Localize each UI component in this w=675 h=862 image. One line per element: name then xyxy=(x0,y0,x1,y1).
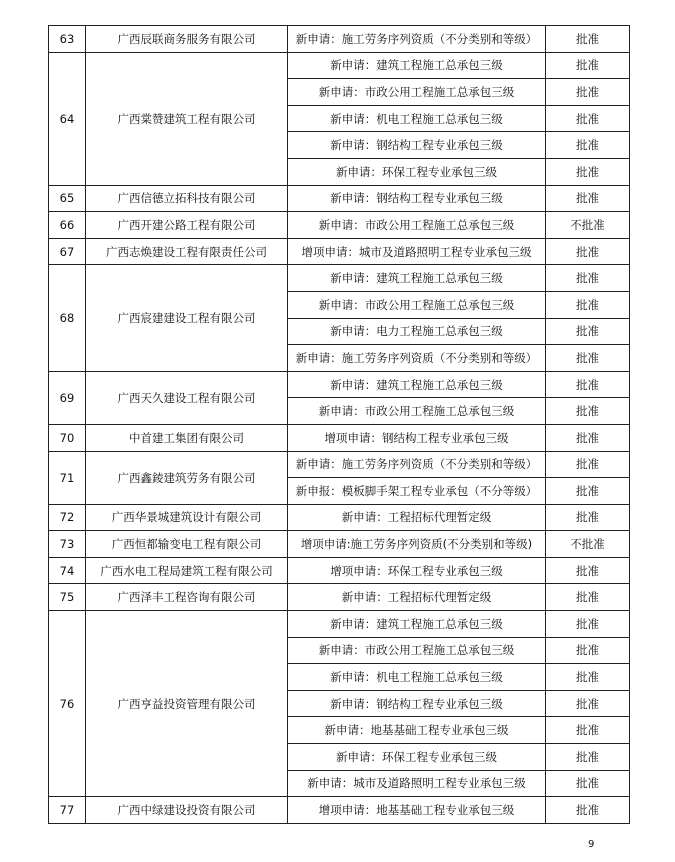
application-item-cell: 新申请：电力工程施工总承包三级 xyxy=(288,318,546,345)
application-item-cell: 增项申请：环保工程专业承包三级 xyxy=(288,557,546,584)
application-item-cell: 新申请：钢结构工程专业承包三级 xyxy=(288,185,546,212)
approval-result-cell: 不批准 xyxy=(546,531,630,558)
table-row xyxy=(49,212,630,239)
application-item-cell: 新申请：地基基础工程专业承包三级 xyxy=(288,717,546,744)
approval-result-cell: 批准 xyxy=(546,424,630,451)
application-item-cell: 新申请：建筑工程施工总承包三级 xyxy=(288,52,546,79)
approval-result-cell: 批准 xyxy=(546,265,630,292)
approval-result-cell: 批准 xyxy=(546,398,630,425)
approval-result-cell: 批准 xyxy=(546,345,630,372)
table-row xyxy=(49,26,630,53)
application-item-cell: 增项申请：地基基础工程专业承包三级 xyxy=(288,797,546,824)
application-item-cell: 新申请：施工劳务序列资质（不分类别和等级） xyxy=(288,345,546,372)
table-row xyxy=(49,611,630,638)
approval-result-cell: 批准 xyxy=(546,79,630,106)
row-number-cell: 73 xyxy=(49,531,86,558)
application-item-cell: 新申请：工程招标代理暂定级 xyxy=(288,504,546,531)
row-number-cell: 77 xyxy=(49,797,86,824)
application-item-cell: 新申请：市政公用工程施工总承包三级 xyxy=(288,637,546,664)
table-row xyxy=(49,52,630,79)
application-item-cell: 增项申请:施工劳务序列资质(不分类别和等级) xyxy=(288,531,546,558)
row-number-cell: 72 xyxy=(49,504,86,531)
approval-result-cell: 批准 xyxy=(546,744,630,771)
company-name-cell: 广西华景城建筑设计有限公司 xyxy=(86,504,288,531)
application-item-cell: 新申请：环保工程专业承包三级 xyxy=(288,744,546,771)
application-item-cell: 新申请：机电工程施工总承包三级 xyxy=(288,664,546,691)
table-row xyxy=(49,531,630,558)
row-number-cell: 66 xyxy=(49,212,86,239)
company-name-cell: 广西信德立拓科技有限公司 xyxy=(86,185,288,212)
table-row xyxy=(49,584,630,611)
company-name-cell: 广西辰联商务服务有限公司 xyxy=(86,26,288,53)
application-item-cell: 新申请：市政公用工程施工总承包三级 xyxy=(288,398,546,425)
company-name-cell: 广西中绿建设投资有限公司 xyxy=(86,797,288,824)
company-name-cell: 广西志焕建设工程有限责任公司 xyxy=(86,238,288,265)
company-name-cell: 广西宸建建设工程有限公司 xyxy=(86,265,288,371)
row-number-cell: 65 xyxy=(49,185,86,212)
row-number-cell: 76 xyxy=(49,611,86,797)
table-row xyxy=(49,451,630,478)
row-number-cell: 75 xyxy=(49,584,86,611)
company-name-cell: 广西亨益投资管理有限公司 xyxy=(86,611,288,797)
application-item-cell: 新申请：建筑工程施工总承包三级 xyxy=(288,371,546,398)
approval-result-cell: 批准 xyxy=(546,158,630,185)
approval-result-cell: 批准 xyxy=(546,478,630,505)
page-number: 9 xyxy=(588,839,595,850)
company-name-cell: 广西泽丰工程咨询有限公司 xyxy=(86,584,288,611)
qualification-approval-table xyxy=(48,25,630,824)
approval-result-cell: 批准 xyxy=(546,371,630,398)
approval-result-cell: 批准 xyxy=(546,105,630,132)
company-name-cell: 广西恒都输变电工程有限公司 xyxy=(86,531,288,558)
table-row xyxy=(49,504,630,531)
row-number-cell: 64 xyxy=(49,52,86,185)
application-item-cell: 新申请：施工劳务序列资质（不分类别和等级） xyxy=(288,26,546,53)
application-item-cell: 新申请：施工劳务序列资质（不分类别和等级） xyxy=(288,451,546,478)
application-item-cell: 新申请：环保工程专业承包三级 xyxy=(288,158,546,185)
company-name-cell: 广西天久建设工程有限公司 xyxy=(86,371,288,424)
approval-result-cell: 批准 xyxy=(546,132,630,159)
approval-result-cell: 批准 xyxy=(546,664,630,691)
table-row xyxy=(49,557,630,584)
row-number-cell: 67 xyxy=(49,238,86,265)
row-number-cell: 68 xyxy=(49,265,86,371)
company-name-cell: 广西鑫錂建筑劳务有限公司 xyxy=(86,451,288,504)
table-row xyxy=(49,238,630,265)
table-row xyxy=(49,797,630,824)
application-item-cell: 新申请：建筑工程施工总承包三级 xyxy=(288,611,546,638)
table-row xyxy=(49,371,630,398)
company-name-cell: 广西水电工程局建筑工程有限公司 xyxy=(86,557,288,584)
table-row xyxy=(49,265,630,292)
row-number-cell: 63 xyxy=(49,26,86,53)
application-item-cell: 新申请：钢结构工程专业承包三级 xyxy=(288,690,546,717)
approval-result-cell: 批准 xyxy=(546,557,630,584)
table-body xyxy=(49,26,630,824)
approval-result-cell: 批准 xyxy=(546,797,630,824)
application-item-cell: 新申报：模板脚手架工程专业承包（不分等级） xyxy=(288,478,546,505)
application-item-cell: 新申请：机电工程施工总承包三级 xyxy=(288,105,546,132)
row-number-cell: 69 xyxy=(49,371,86,424)
row-number-cell: 70 xyxy=(49,424,86,451)
approval-result-cell: 批准 xyxy=(546,770,630,797)
table-row xyxy=(49,185,630,212)
approval-result-cell: 批准 xyxy=(546,584,630,611)
application-item-cell: 新申请：市政公用工程施工总承包三级 xyxy=(288,79,546,106)
approval-result-cell: 批准 xyxy=(546,637,630,664)
row-number-cell: 71 xyxy=(49,451,86,504)
approval-result-cell: 批准 xyxy=(546,318,630,345)
approval-result-cell: 批准 xyxy=(546,611,630,638)
application-item-cell: 新申请：建筑工程施工总承包三级 xyxy=(288,265,546,292)
company-name-cell: 中首建工集团有限公司 xyxy=(86,424,288,451)
table-row xyxy=(49,424,630,451)
application-item-cell: 增项申请：钢结构工程专业承包三级 xyxy=(288,424,546,451)
approval-result-cell: 批准 xyxy=(546,238,630,265)
application-item-cell: 新申请：城市及道路照明工程专业承包三级 xyxy=(288,770,546,797)
application-item-cell: 增项申请：城市及道路照明工程专业承包三级 xyxy=(288,238,546,265)
application-item-cell: 新申请：市政公用工程施工总承包三级 xyxy=(288,291,546,318)
approval-result-cell: 批准 xyxy=(546,690,630,717)
company-name-cell: 广西棠赞建筑工程有限公司 xyxy=(86,52,288,185)
approval-result-cell: 批准 xyxy=(546,185,630,212)
approval-result-cell: 批准 xyxy=(546,451,630,478)
company-name-cell: 广西开建公路工程有限公司 xyxy=(86,212,288,239)
approval-result-cell: 批准 xyxy=(546,52,630,79)
row-number-cell: 74 xyxy=(49,557,86,584)
approval-result-cell: 批准 xyxy=(546,717,630,744)
approval-result-cell: 批准 xyxy=(546,26,630,53)
approval-result-cell: 批准 xyxy=(546,504,630,531)
application-item-cell: 新申请：钢结构工程专业承包三级 xyxy=(288,132,546,159)
approval-result-cell: 不批准 xyxy=(546,212,630,239)
approval-result-cell: 批准 xyxy=(546,291,630,318)
application-item-cell: 新申请：市政公用工程施工总承包三级 xyxy=(288,212,546,239)
application-item-cell: 新申请：工程招标代理暂定级 xyxy=(288,584,546,611)
